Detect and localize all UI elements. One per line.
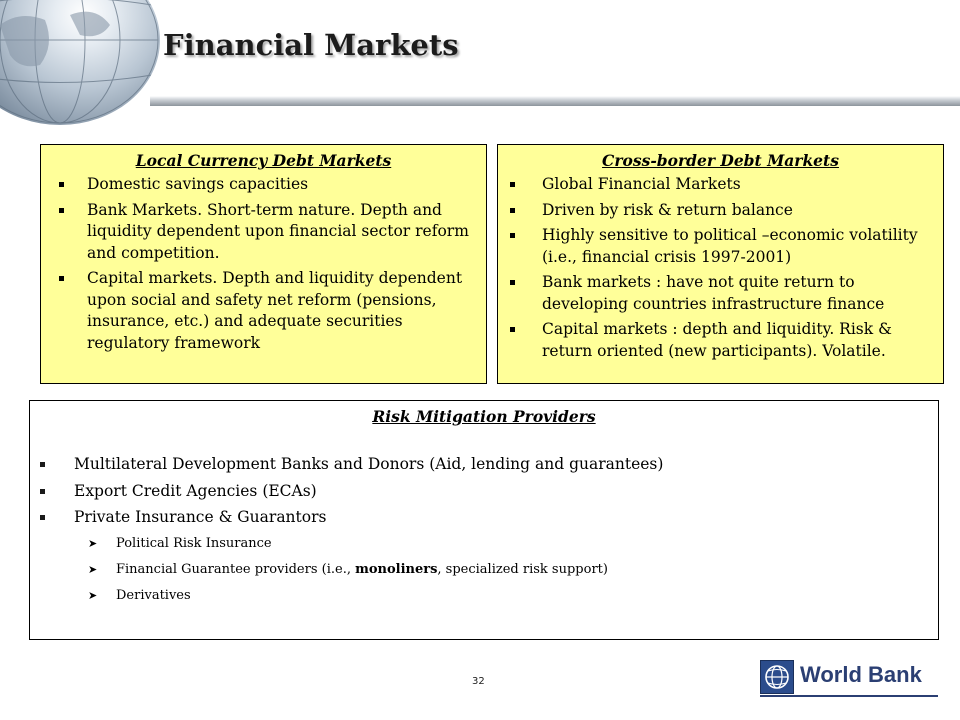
- slide-title: Financial Markets: [163, 28, 459, 62]
- list-item: [498, 200, 943, 222]
- list-item-text: Global Financial Markets: [542, 175, 741, 193]
- globe-icon: [0, 0, 160, 125]
- arrow-bullet-icon: ➤: [88, 588, 98, 602]
- local-currency-heading: Local Currency Debt Markets: [135, 151, 392, 170]
- list-item-text: Capital markets. Depth and liquidity dependent upon social and safety net reform (pensions, insurance, etc.) and adequate securities regulatory framework: [87, 269, 463, 352]
- list-item-text: Bank Markets. Short-term nature. Depth and liquidity dependent upon financial sector reform and competition.: [87, 200, 469, 262]
- sub-list-item-text: Financial Guarantee providers (i.e.,: [116, 561, 356, 577]
- list-item: [30, 507, 938, 529]
- cross-border-heading: Cross-border Debt Markets: [602, 151, 839, 170]
- square-bullet-icon: [59, 276, 64, 281]
- square-bullet-icon: [510, 208, 515, 213]
- logo-underline: [760, 695, 938, 697]
- risk-sub-list: [30, 534, 938, 606]
- world-bank-wordmark: World Bank: [800, 662, 922, 687]
- page-number: 32: [472, 676, 485, 687]
- list-item-text: Highly sensitive to political –economic volatility (i.e., financial crisis 1997-2001): [542, 226, 918, 266]
- cross-border-list: [498, 174, 943, 362]
- list-item-text: Bank markets : have not quite return to developing countries infrastructure finance: [542, 273, 885, 313]
- list-item: [498, 174, 943, 196]
- list-item: [30, 481, 938, 503]
- risk-mitigation-heading: Risk Mitigation Providers: [372, 407, 596, 426]
- world-bank-logo: [760, 660, 940, 700]
- sub-list-item-text: Political Risk Insurance: [116, 535, 272, 551]
- list-item-text: Multilateral Development Banks and Donors (Aid, lending and guarantees): [74, 455, 664, 473]
- square-bullet-icon: [59, 182, 64, 187]
- list-item-text: Driven by risk & return balance: [542, 200, 793, 219]
- square-bullet-icon: [510, 280, 515, 285]
- list-item: [498, 225, 943, 268]
- square-bullet-icon: [59, 208, 64, 213]
- square-bullet-icon: [510, 327, 515, 332]
- sub-list-item-text: Derivatives: [116, 587, 191, 603]
- arrow-bullet-icon: ➤: [88, 536, 98, 550]
- risk-mitigation-box: [29, 400, 939, 640]
- list-item: [30, 454, 938, 476]
- square-bullet-icon: [40, 462, 45, 467]
- list-item-text: Domestic savings capacities: [87, 175, 309, 193]
- local-currency-list: [41, 174, 486, 354]
- sub-list-item: [30, 534, 938, 554]
- square-bullet-icon: [510, 182, 515, 187]
- title-underline-bar: [150, 96, 960, 106]
- cross-border-box: [497, 144, 944, 384]
- arrow-bullet-icon: ➤: [88, 562, 98, 576]
- sub-list-item: [30, 560, 938, 580]
- sub-list-item-bold: monoliners: [355, 561, 438, 577]
- square-bullet-icon: [40, 489, 45, 494]
- local-currency-box: [40, 144, 487, 384]
- risk-mitigation-list: [30, 454, 938, 529]
- list-item: [41, 174, 486, 196]
- square-bullet-icon: [40, 515, 45, 520]
- sub-list-item-tail: , specialized risk support): [437, 561, 608, 577]
- list-item: [498, 319, 943, 362]
- sub-list-item: [30, 586, 938, 606]
- world-bank-emblem-icon: [760, 660, 794, 694]
- square-bullet-icon: [510, 233, 515, 238]
- list-item: [498, 272, 943, 315]
- list-item: [41, 200, 486, 265]
- list-item: [41, 268, 486, 354]
- list-item-text: Private Insurance & Guarantors: [74, 508, 327, 526]
- list-item-text: Export Credit Agencies (ECAs): [74, 481, 317, 500]
- list-item-text: Capital markets : depth and liquidity. Risk & return oriented (new participants). Volatile.: [542, 320, 892, 360]
